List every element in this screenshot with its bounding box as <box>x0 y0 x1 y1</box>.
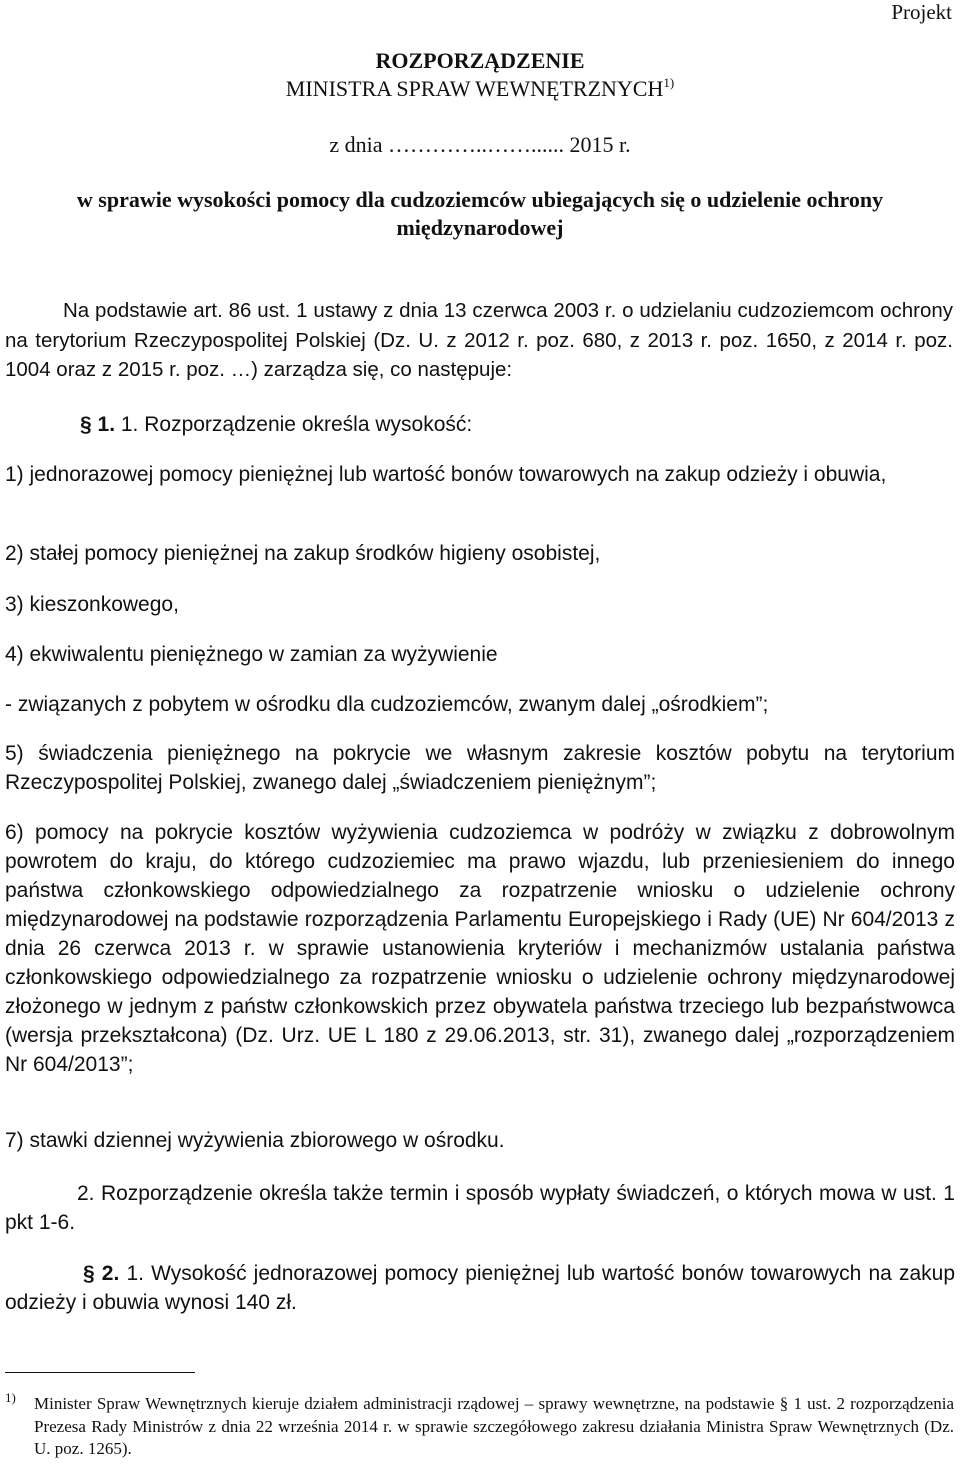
section-1-para-1-text: 1. Rozporządzenie określa wysokość: <box>120 413 473 436</box>
footnote-separator <box>5 1372 195 1373</box>
footnote-text: Minister Spraw Wewnętrznych kieruje działem administracji rządowej – sprawy wewnętrzne, na podstawie § 1 ust. 2 rozporządzenia Prezesa Rady Ministrów z dnia 22 września 2014 r. w sprawie szczegółowego zakresu działania Ministra Spraw Wewnętrznych (Dz. U. poz. 1265). <box>34 1394 954 1458</box>
section-2-label: § 2. <box>83 1262 120 1285</box>
section-2-para-1-text: 1. Wysokość jednorazowej pomocy pieniężnej lub wartość bonów towarowych na zakup odzieży i obuwia wynosi 140 zł. <box>5 1262 955 1314</box>
list-item-common-clause: - związanych z pobytem w ośrodku dla cudzoziemców, zwanym dalej „ośrodkiem”; <box>5 693 769 716</box>
list-item-7: 7) stawki dziennej wyżywienia zbiorowego w ośrodku. <box>5 1129 505 1152</box>
document-subject: w sprawie wysokości pomocy dla cudzoziemców ubiegających się o udzielenie ochrony międzynarodowej <box>76 187 884 240</box>
document-title: ROZPORZĄDZENIE <box>375 48 585 73</box>
issuing-authority-text: MINISTRA SPRAW WEWNĘTRZNYCH <box>285 76 664 101</box>
footnote-reference: 1) <box>663 75 675 90</box>
list-item-6: 6) pomocy na pokrycie kosztów wyżywienia cudzoziemca w podróży w związku z dobrowolnym powrotem do kraju, do którego cudzoziemiec ma prawo wjazdu, lub przeniesieniem do innego państwa członkowskiego odpowiedzialnego za rozpatrzenie wniosku o udzielenie ochrony międzynarodowej na podstawie rozporządzenia Parlamentu Europejskiego i Rady (UE) Nr 604/2013 z dnia 26 czerwca 2013 r. w sprawie ustanowienia kryteriów i mechanizmów ustalania państwa członkowskiego odpowiedzialnego za rozpatrzenie wniosku o udzielenie ochrony międzynarodowej złożonego w jednym z państw członkowskich przez obywatela państwa trzeciego lub bezpaństwowca (wersja przekształcona) (Dz. Urz. UE L 180 z 29.06.2013, str. 31), zwanego dalej „rozporządzeniem Nr 604/2013”; <box>5 821 955 1076</box>
list-item-2: 2) stałej pomocy pieniężnej na zakup środków higieny osobistej, <box>5 542 601 565</box>
draft-status-label: Projekt <box>891 0 952 24</box>
list-item-5: 5) świadczenia pieniężnego na pokrycie we własnym zakresie kosztów pobytu na terytorium Rzeczypospolitej Polskiej, zwanego dalej „świadczeniem pieniężnym”; <box>5 742 955 794</box>
issuing-authority <box>0 74 960 103</box>
list-item-1: 1) jednorazowej pomocy pieniężnej lub wartość bonów towarowych na zakup odzieży i obuwia, <box>5 463 887 486</box>
section-1-paragraph-2: 2. Rozporządzenie określa także termin i sposób wypłaty świadczeń, o których mowa w ust. 1 pkt 1-6. <box>5 1182 955 1234</box>
legal-basis-text: Na podstawie art. 86 ust. 1 ustawy z dnia 13 czerwca 2003 r. o udzielaniu cudzoziemcom ochrony na terytorium Rzeczypospolitej Polskiej (Dz. U. z 2012 r. poz. 680, z 2013 r. poz. 1650, z 2014 r. poz. 1004 oraz z 2015 r. poz. …) zarządza się, co następuje: <box>5 299 953 381</box>
legal-basis-paragraph <box>5 296 953 385</box>
list-item-4: 4) ekwiwalentu pieniężnego w zamian za wyżywienie <box>5 643 498 666</box>
document-date: z dnia …………..……...... 2015 r. <box>329 132 631 157</box>
section-1-paragraph-1 <box>80 410 950 439</box>
section-2-paragraph-1 <box>5 1259 955 1317</box>
footnote-mark: 1) <box>5 1390 16 1405</box>
section-1-label: § 1. <box>80 413 116 436</box>
list-item-3: 3) kieszonkowego, <box>5 593 179 616</box>
